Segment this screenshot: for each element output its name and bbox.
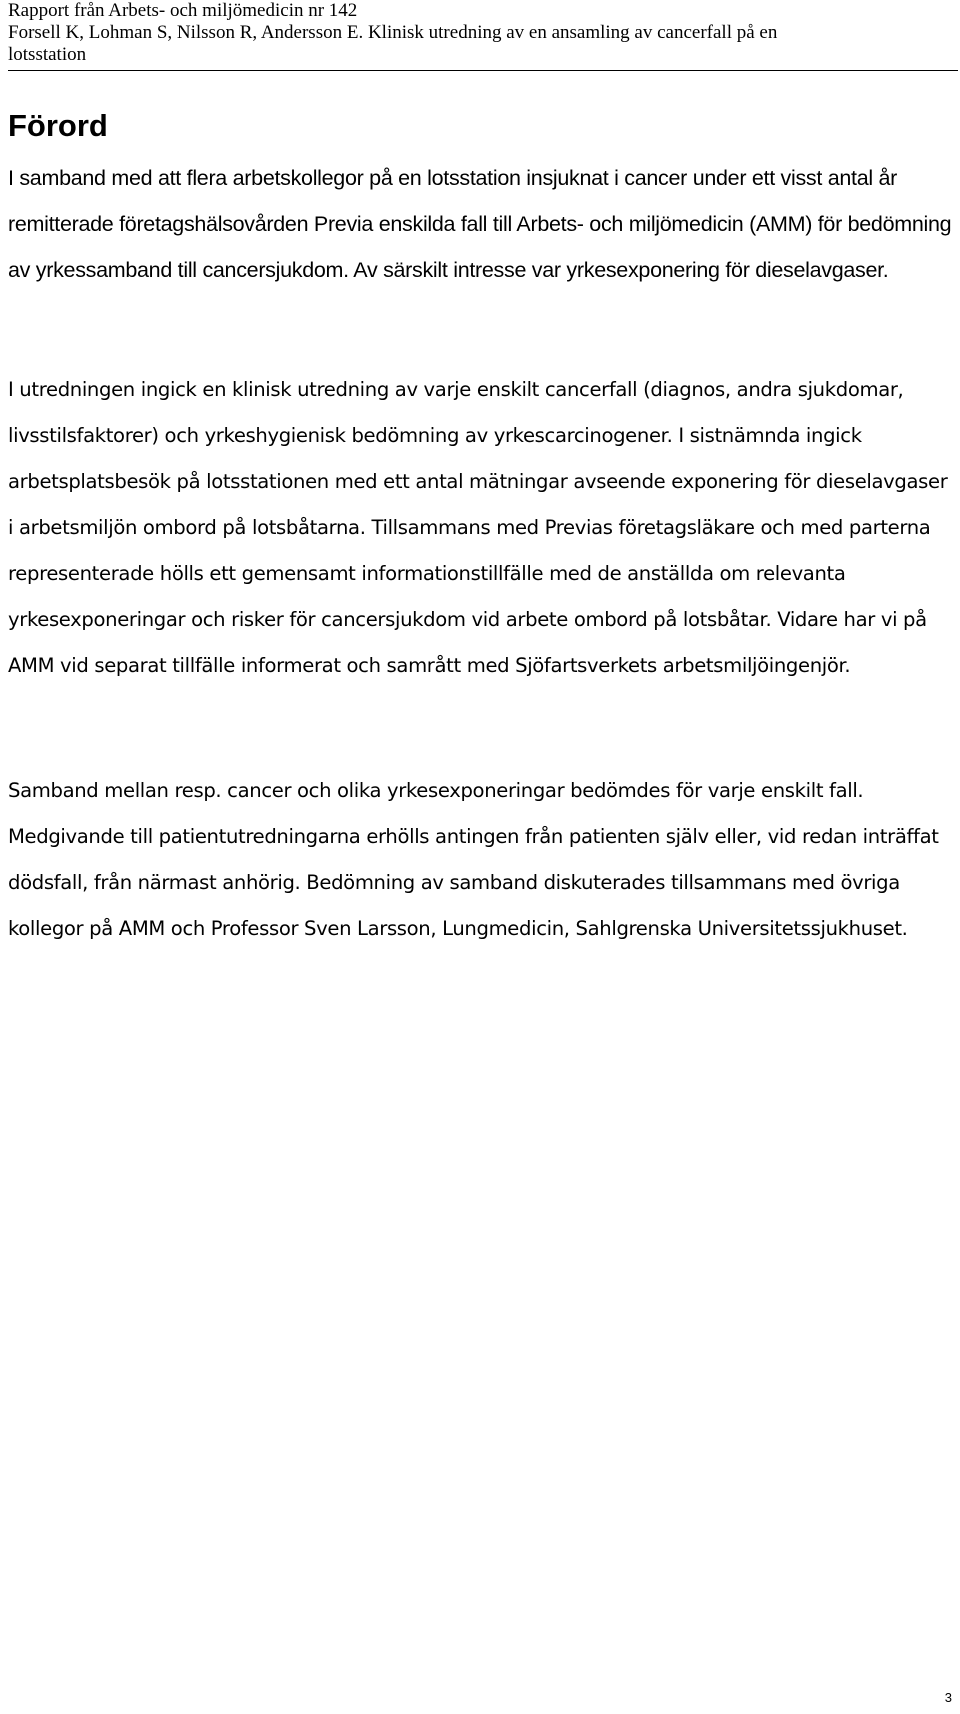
report-series-line: Rapport från Arbets- och miljömedicin nr 142	[8, 0, 358, 21]
paragraph-assessment: Samband mellan resp. cancer och olika yrkesexponeringar bedömdes för varje enskilt fall. Medgivande till patientutredningarna erhölls antingen från patienten själv eller, vid redan inträffat dödsfall, från närmast anhörig. Bedömning av samband diskuterades tillsammans med övriga kollegor på AMM och Professor Sven Larsson, Lungmedicin, Sahlgrenska Universitetssjukhuset.	[8, 779, 939, 940]
running-header	[8, 0, 958, 71]
report-authors-line: Forsell K, Lohman S, Nilsson R, Andersson E. Klinisk utredning av en ansamling av cancerfall på en	[8, 22, 778, 43]
section-heading: Förord	[8, 108, 108, 143]
page-number: 3	[944, 1690, 952, 1705]
report-title-continuation: lotsstation	[8, 44, 87, 65]
paragraph-investigation: I utredningen ingick en klinisk utredning av varje enskilt cancerfall (diagnos, andra sjukdomar, livsstilsfaktorer) och yrkeshygienisk bedömning av yrkescarcinogener. I sistnämnda ingick arbetsplatsbesök på lotsstationen med ett antal mätningar avseende exponering för dieselavgaser i arbetsmiljön ombord på lotsbåtarna. Tillsammans med Previas företagsläkare och med parterna representerade hölls ett gemensamt informationstillfälle med de anställda om relevanta yrkesexponeringar och risker för cancersjukdom vid arbete ombord på lotsbåtar. Vidare har vi på AMM vid separat tillfälle informerat och samrått med Sjöfartsverkets arbetsmiljöingenjör.	[8, 378, 948, 677]
paragraph-intro: I samband med att flera arbetskollegor på en lotsstation insjuknat i cancer under ett visst antal år remitterade företagshälsovården Previa enskilda fall till Arbets- och miljömedicin (AMM) för bedömning av yrkessamband till cancersjukdom. Av särskilt intresse var yrkesexponering för dieselavgaser.	[8, 166, 952, 282]
